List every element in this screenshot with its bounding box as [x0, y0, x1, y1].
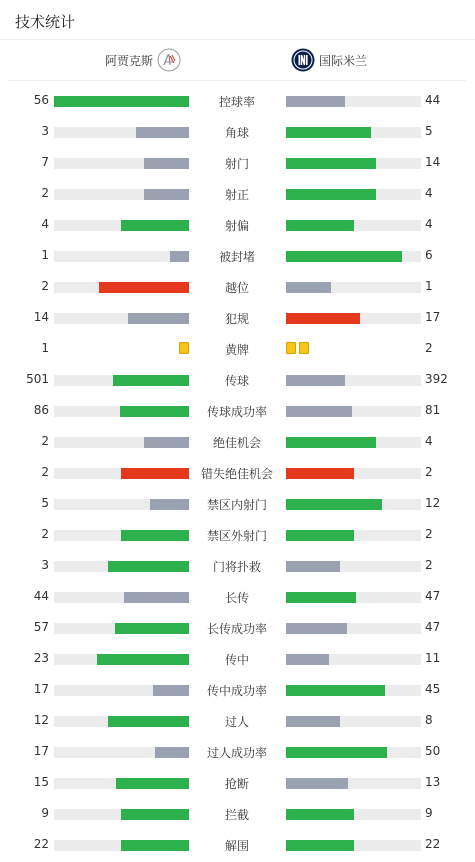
- home-value: 15: [33, 775, 49, 789]
- stat-label: 门将扑救: [212, 560, 261, 574]
- away-bar-fill: [286, 654, 329, 665]
- home-bar-fill: [155, 747, 189, 758]
- home-bar-track: [54, 189, 189, 200]
- home-bar-track: [54, 468, 189, 479]
- home-bar-fill: [144, 189, 189, 200]
- away-bar-fill: [286, 313, 360, 324]
- home-bar-track: [54, 251, 189, 262]
- home-value: 17: [33, 744, 49, 758]
- home-value: 23: [33, 651, 49, 665]
- stat-row: [0, 583, 475, 614]
- stat-row: [0, 676, 475, 707]
- home-value: 2: [41, 186, 49, 200]
- home-bar-track: [54, 778, 189, 789]
- away-bar-fill: [286, 499, 382, 510]
- home-bar-track: [54, 809, 189, 820]
- away-bar-track: [286, 840, 421, 851]
- stat-row: [0, 397, 475, 428]
- away-bar-fill: [286, 623, 347, 634]
- away-value: 81: [425, 403, 441, 417]
- away-value: 14: [425, 155, 441, 169]
- away-value: 5: [425, 124, 433, 138]
- stat-label: 犯规: [224, 312, 249, 326]
- stat-row: [0, 242, 475, 273]
- away-bar-fill: [286, 251, 402, 262]
- home-bar-fill: [108, 716, 189, 727]
- home-bar-fill: [124, 592, 189, 603]
- away-bar-fill: [286, 592, 356, 603]
- away-bar-track: [286, 747, 421, 758]
- stat-label: 拦截: [224, 808, 249, 822]
- ajax-logo-icon: [157, 48, 181, 72]
- stat-row: [0, 304, 475, 335]
- stat-label: 过人: [224, 715, 249, 729]
- home-bar-track: [54, 375, 189, 386]
- stat-row: [0, 211, 475, 242]
- home-value: 3: [41, 124, 49, 138]
- stat-label: 角球: [224, 126, 249, 140]
- away-bar-track: [286, 437, 421, 448]
- home-value: 5: [41, 496, 49, 510]
- home-bar-fill: [153, 685, 189, 696]
- stat-label: 传中: [224, 653, 249, 667]
- stat-label: 射偏: [224, 219, 249, 233]
- away-value: 6: [425, 248, 433, 262]
- away-value: 2: [425, 558, 433, 572]
- home-bar-fill: [113, 375, 189, 386]
- home-bar-track: [54, 716, 189, 727]
- home-value: 4: [41, 217, 49, 231]
- away-bar-track: [286, 654, 421, 665]
- home-bar-track: [54, 406, 189, 417]
- stat-row: [0, 149, 475, 180]
- stat-row: [0, 459, 475, 490]
- away-bar-track: [286, 158, 421, 169]
- stat-row: [0, 552, 475, 583]
- home-value: 2: [41, 527, 49, 541]
- stat-row: [0, 645, 475, 676]
- home-value: 14: [33, 310, 49, 324]
- away-bar-fill: [286, 561, 340, 572]
- away-bar-track: [286, 375, 421, 386]
- home-value: 17: [33, 682, 49, 696]
- home-value: 3: [41, 558, 49, 572]
- away-value: 2: [425, 341, 433, 355]
- stat-label: 长传: [224, 591, 249, 605]
- home-team[interactable]: [105, 48, 181, 72]
- home-bar-track: [54, 592, 189, 603]
- home-bar-fill: [121, 809, 189, 820]
- away-team-name: 国际米兰: [319, 53, 368, 68]
- stat-label: 禁区内射门: [206, 498, 267, 512]
- stat-row: [0, 769, 475, 800]
- away-bar-fill: [286, 778, 348, 789]
- home-value: 501: [26, 372, 49, 386]
- stat-row: [0, 800, 475, 831]
- home-value: 44: [33, 589, 49, 603]
- away-bar-fill: [286, 127, 371, 138]
- away-bar-fill: [286, 406, 352, 417]
- home-bar-track: [54, 685, 189, 696]
- away-team[interactable]: [291, 48, 367, 72]
- home-bar-fill: [115, 623, 189, 634]
- away-value: 4: [425, 186, 433, 200]
- home-bar-fill: [99, 282, 189, 293]
- away-value: 45: [425, 682, 441, 696]
- away-bar-fill: [286, 220, 354, 231]
- away-bar-track: [286, 189, 421, 200]
- stat-row: [0, 428, 475, 459]
- stat-row: [0, 521, 475, 552]
- home-bar-fill: [120, 406, 189, 417]
- stat-row: [0, 366, 475, 397]
- home-bar-track: [54, 654, 189, 665]
- away-bar-fill: [286, 158, 376, 169]
- home-bar-track: [54, 623, 189, 634]
- home-bar-track: [54, 282, 189, 293]
- stat-label: 射门: [224, 157, 249, 171]
- inter-logo-icon: [291, 48, 315, 72]
- away-bar-fill: [286, 375, 345, 386]
- away-value: 22: [425, 837, 441, 851]
- home-bar-track: [54, 530, 189, 541]
- home-bar-track: [54, 499, 189, 510]
- stat-label: 黄牌: [224, 343, 249, 357]
- section-title: 技术统计: [15, 13, 76, 31]
- yellow-card-icon: [299, 342, 309, 354]
- home-bar-track: [54, 96, 189, 107]
- away-value: 2: [425, 527, 433, 541]
- away-value: 11: [425, 651, 441, 665]
- home-bar-track: [54, 127, 189, 138]
- away-bar-fill: [286, 189, 376, 200]
- stat-label: 射正: [224, 188, 249, 202]
- stat-label: 错失绝佳机会: [200, 467, 273, 481]
- stat-row: [0, 273, 475, 304]
- away-bar-fill: [286, 716, 340, 727]
- stat-label: 禁区外射门: [206, 529, 267, 543]
- home-value: 2: [41, 434, 49, 448]
- away-value: 47: [425, 620, 441, 634]
- home-bar-fill: [54, 96, 189, 107]
- away-bar-track: [286, 499, 421, 510]
- home-value: 1: [41, 341, 49, 355]
- stat-row: [0, 180, 475, 211]
- away-value: 17: [425, 310, 441, 324]
- away-value: 12: [425, 496, 441, 510]
- away-bar-track: [286, 716, 421, 727]
- home-value: 2: [41, 279, 49, 293]
- stat-label: 控球率: [218, 95, 255, 109]
- home-value: 22: [33, 837, 49, 851]
- home-bar-fill: [128, 313, 189, 324]
- home-value: 9: [41, 806, 49, 820]
- away-value: 1: [425, 279, 433, 293]
- stat-row: [0, 831, 475, 862]
- away-bar-fill: [286, 437, 376, 448]
- home-bar-track: [54, 840, 189, 851]
- away-bar-fill: [286, 468, 354, 479]
- home-bar-fill: [121, 840, 189, 851]
- away-bar-track: [286, 282, 421, 293]
- away-value: 8: [425, 713, 433, 727]
- home-bar-fill: [121, 468, 189, 479]
- stat-label: 越位: [224, 281, 249, 295]
- stat-label: 传球成功率: [206, 405, 267, 419]
- away-value: 392: [425, 372, 448, 386]
- stat-label: 长传成功率: [206, 622, 267, 636]
- away-bar-track: [286, 685, 421, 696]
- away-bar-track: [286, 561, 421, 572]
- stat-label: 传球: [224, 374, 249, 388]
- home-bar-track: [54, 158, 189, 169]
- away-bar-track: [286, 623, 421, 634]
- away-bar-fill: [286, 809, 354, 820]
- home-value: 2: [41, 465, 49, 479]
- away-bar-fill: [286, 282, 331, 293]
- stat-label: 抢断: [224, 777, 249, 791]
- away-bar-fill: [286, 747, 387, 758]
- stat-label: 被封堵: [218, 250, 255, 264]
- away-value: 44: [425, 93, 441, 107]
- stat-label: 过人成功率: [206, 746, 267, 760]
- home-value: 12: [33, 713, 49, 727]
- stat-row: [0, 490, 475, 521]
- away-value: 4: [425, 434, 433, 448]
- home-value: 7: [41, 155, 49, 169]
- yellow-card-icon: [286, 342, 296, 354]
- away-bar-track: [286, 127, 421, 138]
- away-value: 9: [425, 806, 433, 820]
- home-value: 86: [33, 403, 49, 417]
- away-bar-track: [286, 96, 421, 107]
- away-value: 50: [425, 744, 441, 758]
- home-bar-fill: [121, 220, 189, 231]
- home-bar-fill: [97, 654, 189, 665]
- away-bar-track: [286, 313, 421, 324]
- teams-header: [9, 40, 466, 81]
- home-bar-fill: [121, 530, 189, 541]
- stat-row: [0, 87, 475, 118]
- home-team-name: 阿贾克斯: [104, 53, 153, 68]
- stat-row: [0, 738, 475, 769]
- home-bar-fill: [136, 127, 189, 138]
- section-header: [0, 0, 475, 40]
- away-bar-fill: [286, 530, 354, 541]
- home-value: 57: [33, 620, 49, 634]
- away-value: 4: [425, 217, 433, 231]
- away-bar-fill: [286, 685, 385, 696]
- away-bar-track: [286, 592, 421, 603]
- stat-row: [0, 118, 475, 149]
- away-bar-track: [286, 406, 421, 417]
- away-bar-track: [286, 251, 421, 262]
- away-bar-track: [286, 809, 421, 820]
- home-bar-track: [54, 561, 189, 572]
- stat-label: 传中成功率: [206, 684, 267, 698]
- stats-list: [0, 87, 475, 862]
- away-bar-track: [286, 778, 421, 789]
- stat-row: [0, 614, 475, 645]
- away-value: 2: [425, 465, 433, 479]
- away-cards: [286, 342, 309, 354]
- home-bar-fill: [150, 499, 189, 510]
- away-bar-fill: [286, 840, 354, 851]
- home-bar-track: [54, 313, 189, 324]
- away-bar-fill: [286, 96, 345, 107]
- stat-row: [0, 707, 475, 738]
- away-bar-track: [286, 530, 421, 541]
- home-value: 1: [41, 248, 49, 262]
- home-bar-fill: [144, 158, 189, 169]
- home-bar-fill: [108, 561, 189, 572]
- away-value: 13: [425, 775, 441, 789]
- home-value: 56: [33, 93, 49, 107]
- home-bar-fill: [144, 437, 189, 448]
- stat-label: 解围: [224, 839, 249, 853]
- home-bar-fill: [116, 778, 189, 789]
- home-bar-track: [54, 437, 189, 448]
- home-bar-track: [54, 747, 189, 758]
- home-bar-track: [54, 220, 189, 231]
- away-bar-track: [286, 468, 421, 479]
- away-value: 47: [425, 589, 441, 603]
- stat-label: 绝佳机会: [212, 436, 261, 450]
- stat-row: [0, 335, 475, 366]
- away-bar-track: [286, 220, 421, 231]
